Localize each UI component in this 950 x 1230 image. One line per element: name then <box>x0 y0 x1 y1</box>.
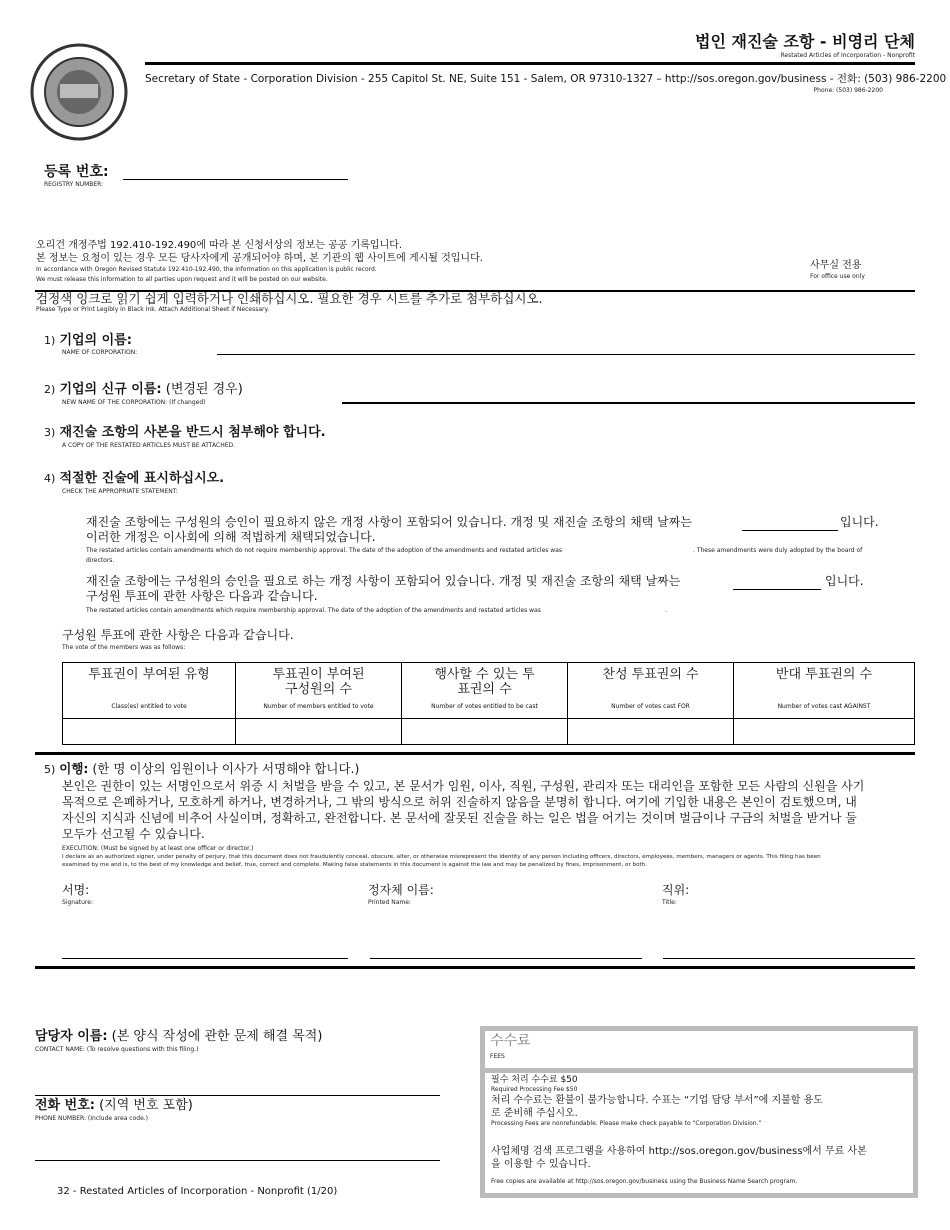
ink-instruction-en: Please Type or Print Legibly in Black Ink. Attach Additional Sheet if Necessary. <box>36 306 270 313</box>
contact-name-note: (본 양식 작성에 관한 문제 해결 목적) <box>107 1029 323 1044</box>
item-number: 1) <box>44 334 56 347</box>
col-header-en: Class(es) entitled to vote <box>111 703 187 710</box>
office-use-label-en: For office use only <box>810 273 865 280</box>
free-copies-text-1: 사업체명 검색 프로그램을 사용하여 http://sos.oregon.gov/business에서 무료 사본 <box>491 1146 867 1157</box>
attach-copy-label-en: A COPY OF THE RESTATED ARTICLES MUST BE ATTACHED. <box>62 442 236 449</box>
table-row <box>63 719 915 745</box>
votes-for-cell[interactable] <box>568 719 734 745</box>
notice-ko-1: 오리건 개정주법 192.410-192.490에 따라 본 신청서상의 정보는 공공 기록입니다. <box>36 240 403 251</box>
contact-name-label: 담당자 이름: <box>35 1029 108 1044</box>
signature-label-en: Signature: <box>62 899 93 906</box>
execution-note: (한 명 이상의 임원이나 이사가 서명해야 합니다.) <box>88 761 360 776</box>
free-copies-text-2: 을 이용할 수 있습니다. <box>491 1159 591 1170</box>
votes-against-cell[interactable] <box>734 719 915 745</box>
printed-name-label: 정자체 이름: <box>368 883 434 897</box>
vote-label-en: The vote of the members was as follows: <box>62 644 186 651</box>
contact-name-label-en: CONTACT NAME: (To resolve questions with this filing.) <box>35 1046 199 1053</box>
statement-2-en: The restated articles contain amendments which require membership approval. The date of the adoption of the amendments and restated articles was <box>86 607 541 614</box>
registry-label: 등록 번호: <box>44 164 109 180</box>
statement-1-en-b: . These amendments were duly adopted by the board of <box>693 547 863 554</box>
corp-name-field[interactable] <box>217 354 915 355</box>
statement-2-text-2: 구성원 투표에 관한 사항은 다음과 같습니다. <box>86 589 318 603</box>
fees-box <box>480 1026 918 1198</box>
form-title: 법인 재진술 조항 - 비영리 단체 <box>695 32 915 51</box>
execution-label: 이행: <box>59 761 89 776</box>
title-label-en: Title: <box>662 899 677 906</box>
ink-instruction: 검정색 잉크로 읽기 쉽게 입력하거나 인쇄하십시오. 필요한 경우 시트를 추가로 첨부하십시오. <box>36 291 543 306</box>
nonrefundable-text-2: 로 준비해 주십시오. <box>491 1108 578 1119</box>
execution-en-0: EXECUTION: (Must be signed by at least one officer or director.) <box>62 845 254 852</box>
statement-2-end: 입니다. <box>825 574 864 588</box>
execution-text-2: 목적으로 은폐하거나, 모호하게 하거나, 변경하거나, 그 밖의 방식으로 허위 진술하지 않음을 분명히 합니다. 여기에 기입한 내용은 본인이 검토했으며, 내 <box>62 795 857 809</box>
signature-label: 서명: <box>62 883 90 897</box>
registry-label-en: REGISTRY NUMBER: <box>44 181 104 188</box>
statement-2-dot: . <box>665 607 667 614</box>
attach-copy-label: 재진술 조항의 사본을 반드시 첨부해야 합니다. <box>59 425 326 440</box>
col-header-en: Number of votes cast AGAINST <box>777 703 871 710</box>
col-header: 투표권이 부여된 유형 <box>88 667 210 682</box>
new-name-note: (변경된 경우) <box>161 382 243 397</box>
col-header-en: Number of votes entitled to be cast <box>431 703 538 710</box>
col-header-en: Number of members entitled to vote <box>263 703 374 710</box>
phone-label-en: PHONE NUMBER: (Include area code.) <box>35 1115 149 1122</box>
statement-1-en-2: directors. <box>86 557 115 564</box>
phone-field[interactable] <box>35 1160 440 1161</box>
free-copies-en: Free copies are available at http://sos.oregon.gov/business using the Business Name Search program. <box>491 1178 798 1185</box>
corp-name-label-en: NAME OF CORPORATION: <box>62 349 138 356</box>
divider <box>35 752 915 755</box>
oregon-seal-logo <box>30 32 130 152</box>
registry-number-field[interactable] <box>123 179 348 180</box>
vote-label: 구성원 투표에 관한 사항은 다음과 같습니다. <box>62 628 294 642</box>
title-label: 직위: <box>662 883 690 897</box>
statement-1-text-2: 이러한 개정은 이사회에 의해 적법하게 채택되었습니다. <box>86 530 376 544</box>
col-header: 행사할 수 있는 투표권의 수 <box>434 667 535 697</box>
agency-address: Secretary of State - Corporation Division - 255 Capitol St. NE, Suite 151 - Salem, OR 97310-1327 – http://sos.oregon.gov/business - 전화: (503) 986-2200 <box>145 73 947 85</box>
execution-en-2: examined by me and is, to the best of my knowledge and belief, true, correct and complete. Making false statements in this document is against the law and may be penalized by fines, imprisonment, or both. <box>62 862 648 868</box>
item-number: 2) <box>44 383 56 396</box>
votes-entitled-cell[interactable] <box>402 719 568 745</box>
new-name-label: 기업의 신규 이름: <box>59 382 162 397</box>
execution-text-1: 본인은 권한이 있는 서명인으로서 위증 시 처벌을 받을 수 있고, 본 문서가 임원, 이사, 직원, 구성원, 관리자 또는 대리인을 포함한 모든 사람의 신원을 사기 <box>62 779 865 793</box>
col-header: 찬성 투표권의 수 <box>602 667 699 682</box>
statement-2-text: 재진술 조항에는 구성원의 승인을 필요로 하는 개정 사항이 포함되어 있습니다. 개정 및 재진술 조항의 채택 날짜는 <box>86 574 681 588</box>
required-fee-en: Required Processing Fee $50 <box>491 1086 578 1093</box>
divider <box>35 966 915 969</box>
phone-note: (지역 번호 포함) <box>94 1098 193 1113</box>
form-subtitle: Restated Articles of Incorporation - Nonprofit <box>780 52 915 59</box>
form-footer: 32 - Restated Articles of Incorporation - Nonprofit (1/20) <box>57 1186 338 1197</box>
statement-1-end: 입니다. <box>840 515 879 529</box>
new-name-field[interactable] <box>342 402 915 404</box>
printed-name-field[interactable] <box>370 958 642 959</box>
item-number: 5) <box>44 763 56 776</box>
execution-text-4: 모두가 선고될 수 있습니다. <box>62 827 205 841</box>
vote-table <box>62 662 915 745</box>
check-statement-label: 적절한 진술에 표시하십시오. <box>59 471 225 486</box>
item-number: 4) <box>44 472 56 485</box>
members-cell[interactable] <box>236 719 402 745</box>
item-number: 3) <box>44 426 56 439</box>
notice-en-1: In accordance with Oregon Revised Statute 192.410-192.490, the information on this application is public record. <box>36 266 377 273</box>
printed-name-label-en: Printed Name: <box>368 899 411 906</box>
office-use-label: 사무실 전용 <box>810 260 862 271</box>
class-cell[interactable] <box>63 719 236 745</box>
divider <box>145 62 915 65</box>
title-field[interactable] <box>663 958 915 959</box>
corp-name-label: 기업의 이름: <box>59 333 132 348</box>
statement-2-date-field[interactable] <box>733 589 821 590</box>
notice-en-2: We must release this information to all parties upon request and it will be posted on our website. <box>36 276 328 283</box>
col-header-en: Number of votes cast FOR <box>611 703 690 710</box>
nonrefundable-en: Processing Fees are nonrefundable. Please make check payable to “Corporation Division.” <box>491 1120 762 1127</box>
signature-field[interactable] <box>62 958 348 959</box>
required-fee: 필수 처리 수수료 $50 <box>491 1075 578 1085</box>
nonrefundable-text-1: 처리 수수료는 환불이 불가능합니다. 수표는 “기업 담당 부서”에 지불할 용도 <box>491 1095 823 1106</box>
fees-title-en: FEES <box>490 1053 505 1060</box>
col-header: 반대 투표권의 수 <box>775 667 873 682</box>
statement-1-text: 재진술 조항에는 구성원의 승인이 필요하지 않은 개정 사항이 포함되어 있습니다. 개정 및 재진술 조항의 채택 날짜는 <box>86 515 692 529</box>
execution-text-3: 자신의 지식과 신념에 비추어 사실이며, 정확하고, 완전합니다. 본 문서에 잘못된 진술을 하는 일은 법을 어기는 것이며 벌금이나 구금의 처벌을 받거나 둘 <box>62 811 857 825</box>
new-name-label-en: NEW NAME OF THE CORPORATION: (If changed) <box>62 399 206 406</box>
statement-1-date-field[interactable] <box>742 530 838 531</box>
contact-name-field[interactable] <box>35 1095 440 1096</box>
check-statement-label-en: CHECK THE APPROPRIATE STATEMENT: <box>62 488 178 495</box>
phone-label: 전화 번호: <box>35 1098 95 1113</box>
notice-ko-2: 본 정보는 요청이 있는 경우 모든 당사자에게 공개되어야 하며, 본 기관의 웹 사이트에 게시될 것입니다. <box>36 253 483 264</box>
phone-en: Phone: (503) 986-2200 <box>813 87 883 94</box>
execution-en-1: I declare as an authorized signer, under penalty of perjury, that this document does not fraudulently conceal, obscure, alter, or otherwise misrepresent the identity of any person including officers, directors, employees, members, managers or agents. This filing has been <box>62 854 821 860</box>
fees-title: 수수료 <box>490 1033 531 1049</box>
col-header: 투표권이 부여된 구성원의 수 <box>272 667 365 697</box>
statement-1-en: The restated articles contain amendments which do not require membership approval. The date of the adoption of the amendments and restated articles was <box>86 547 563 554</box>
